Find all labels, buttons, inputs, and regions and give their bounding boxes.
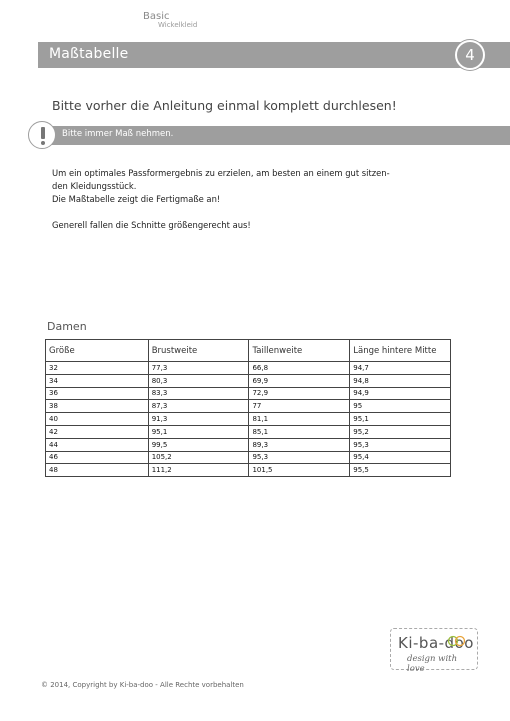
table-label: Damen [47,320,87,333]
table-cell: 94,9 [350,387,451,400]
table-cell: 69,9 [249,374,350,387]
table-cell: 77,3 [148,362,249,375]
brand-sub: Wickelkleid [158,21,198,29]
table-row [46,413,451,426]
headline: Bitte vorher die Anleitung einmal komplett durchlesen! [52,98,397,113]
table-cell: 111,2 [148,464,249,477]
page-number-badge [455,40,485,70]
table-cell: 80,3 [148,374,249,387]
table-row [46,438,451,451]
table-row [46,464,451,477]
intro-line: den Kleidungsstück. [52,181,137,191]
copyright-footer: © 2014, Copyright by Ki-ba-doo - Alle Rechte vorbehalten [41,681,244,689]
kibadoo-logo [390,628,478,674]
table-cell: 101,5 [249,464,350,477]
table-cell: 44 [46,438,149,451]
table-row [46,387,451,400]
header-size: Größe [46,340,149,362]
header-back-length: Länge hintere Mitte [350,340,451,362]
table-cell: 36 [46,387,149,400]
header-bust: Brustweite [148,340,249,362]
table-cell: 42 [46,425,149,438]
table-cell: 40 [46,413,149,426]
table-cell: 89,3 [249,438,350,451]
table-cell: 95,3 [350,438,451,451]
table-cell: 95,1 [148,425,249,438]
intro-text [52,167,452,232]
brand-main: Basic [143,11,170,22]
table-cell: 95,1 [350,413,451,426]
table-cell: 87,3 [148,400,249,413]
table-row [46,362,451,375]
page-number: 4 [465,46,475,64]
table-cell: 66,8 [249,362,350,375]
table-cell: 81,1 [249,413,350,426]
table-row [46,400,451,413]
logo-tagline: design with love [407,654,458,674]
rings-icon [447,635,467,647]
size-table [45,339,451,477]
table-cell: 99,5 [148,438,249,451]
table-cell: 38 [46,400,149,413]
table-cell: 91,3 [148,413,249,426]
table-cell: 95,4 [350,451,451,464]
table-cell: 105,2 [148,451,249,464]
table-cell: 72,9 [249,387,350,400]
table-cell: 85,1 [249,425,350,438]
intro-line: Die Maßtabelle zeigt die Fertigmaße an! [52,194,221,204]
note-text: Bitte immer Maß nehmen. [62,129,174,139]
table-cell: 83,3 [148,387,249,400]
table-cell: 77 [249,400,350,413]
table-row [46,374,451,387]
table-cell: 32 [46,362,149,375]
table-row [46,425,451,438]
title-bar [38,42,510,68]
intro-line: Um ein optimales Passformergebnis zu erzielen, am besten an einem gut sitzen- [52,168,390,178]
table-cell: 95,5 [350,464,451,477]
table-header-row [46,340,451,362]
table-row [46,451,451,464]
logo-wordmark: Ki-ba-doo [398,634,474,652]
table-cell: 34 [46,374,149,387]
header-waist: Taillenweite [249,340,350,362]
table-cell: 95,2 [350,425,451,438]
table-cell: 46 [46,451,149,464]
exclamation-icon [28,121,56,149]
table-cell: 94,8 [350,374,451,387]
table-cell: 94,7 [350,362,451,375]
table-cell: 95,3 [249,451,350,464]
table-cell: 95 [350,400,451,413]
table-cell: 48 [46,464,149,477]
page-title: Maßtabelle [49,46,129,62]
document-brand [143,11,197,29]
intro-line: Generell fallen die Schnitte größengerecht aus! [52,220,251,230]
